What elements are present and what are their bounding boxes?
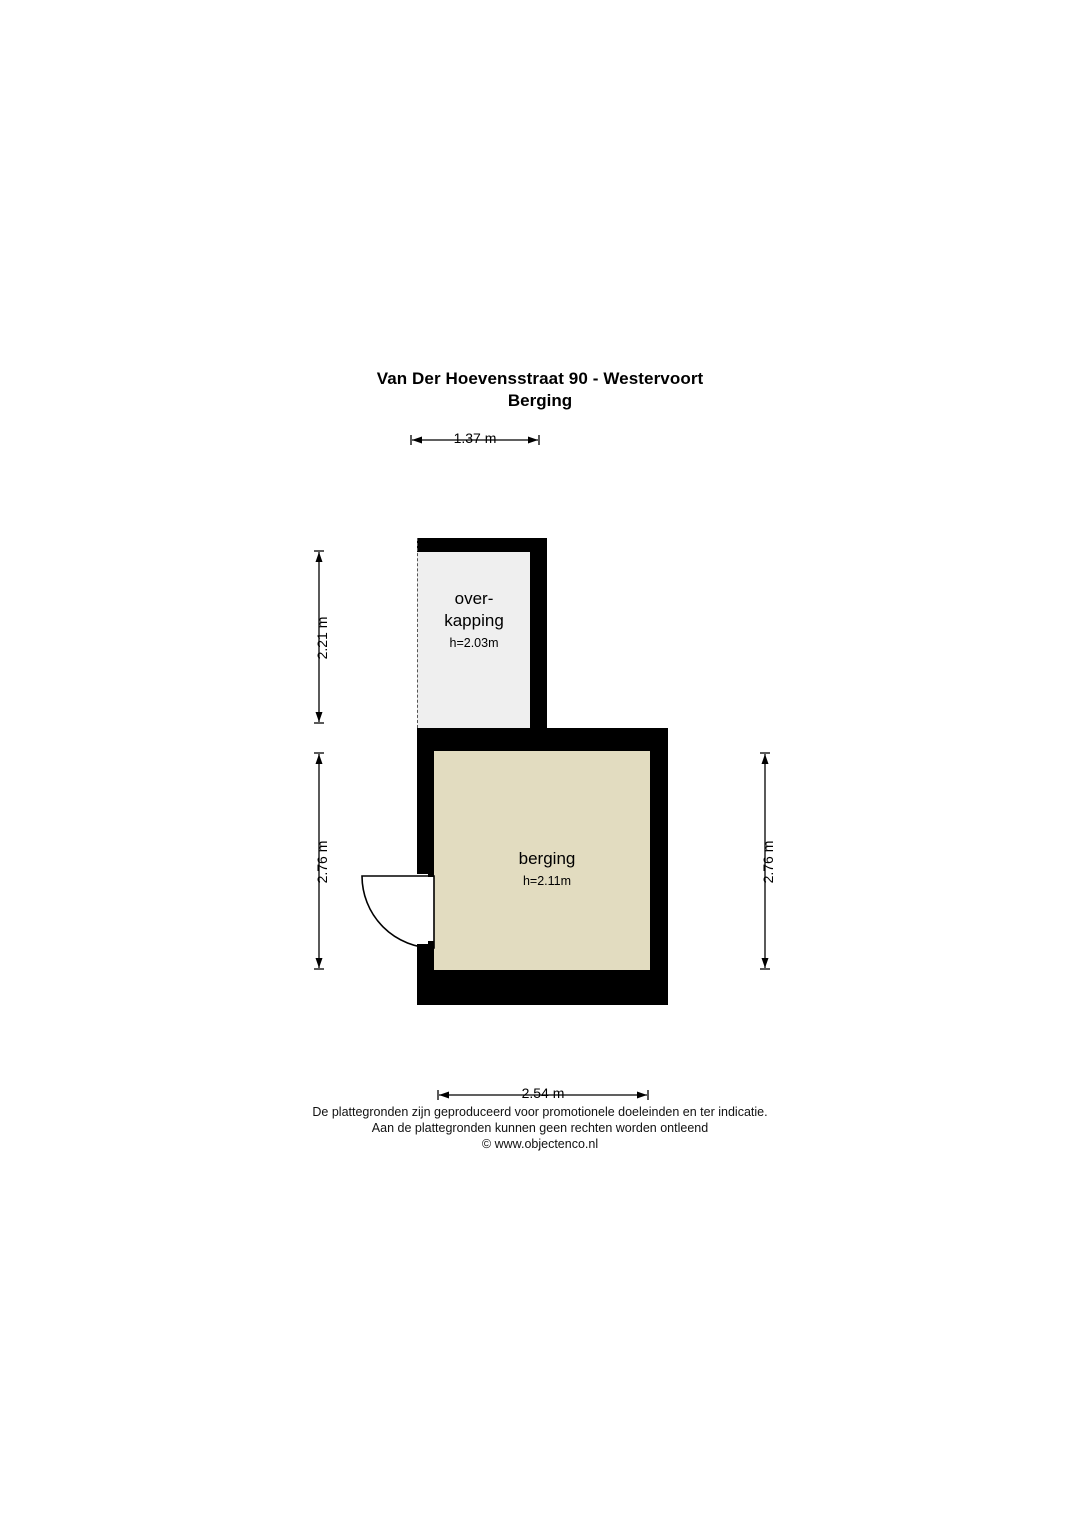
footer-line-1: De plattegronden zijn geproduceerd voor promotionele doeleinden en ter indicatie.: [312, 1105, 768, 1119]
dimension-label-top: 1.37 m: [453, 430, 497, 446]
room-name-overkapping-line2: kapping: [444, 611, 504, 630]
wall-berging-left-upper: [417, 728, 434, 874]
dimension-label-right: 2.76 m: [760, 840, 776, 884]
door-swing-arc: [352, 870, 442, 950]
room-name-overkapping-line1: over-: [454, 589, 494, 608]
room-height-berging: h=2.11m: [522, 874, 572, 888]
room-label-berging: [472, 848, 622, 892]
wall-berging-right: [650, 728, 668, 1005]
wall-berging-top: [417, 728, 668, 751]
page-subtitle: Berging: [507, 391, 573, 410]
footer-line-2: Aan de plattegronden kunnen geen rechten worden ontleend: [371, 1121, 709, 1135]
room-name-berging: berging: [518, 849, 576, 868]
dimension-label-left-lower: 2.76 m: [314, 840, 330, 884]
wall-berging-bottom: [417, 970, 668, 1005]
dimension-label-bottom: 2.54 m: [521, 1085, 565, 1101]
room-height-overkapping: h=2.03m: [449, 636, 499, 650]
footer-disclaimer: [0, 1104, 1080, 1152]
dimension-label-left-upper: 2.21 m: [314, 616, 330, 660]
page-title: Van Der Hoevensstraat 90 - Westervoort: [376, 369, 704, 388]
room-label-overkapping: [404, 588, 544, 654]
wall-overkapping-top: [417, 538, 547, 552]
footer-copyright: © www.objectenco.nl: [481, 1137, 599, 1151]
